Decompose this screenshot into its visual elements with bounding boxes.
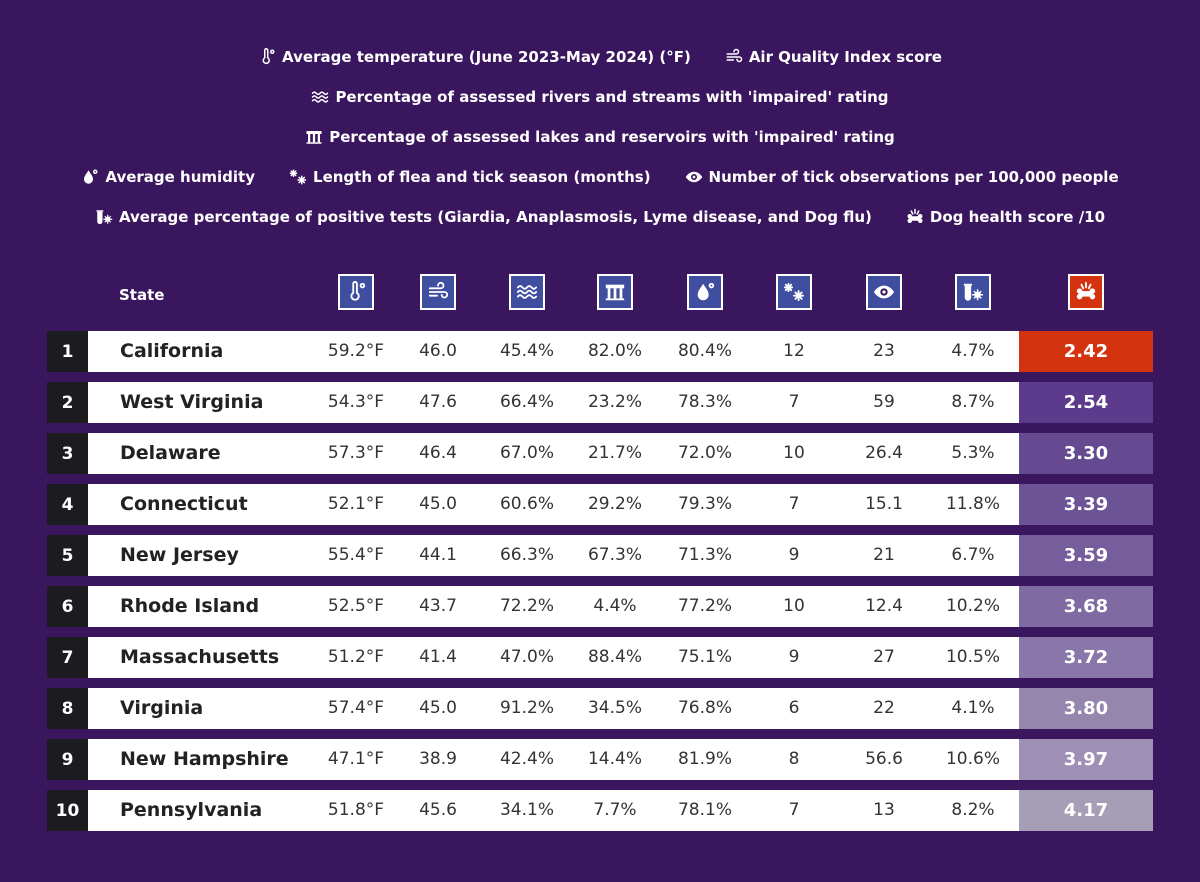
table-cell: 52.1°F [327,494,385,514]
dog-health-score: 3.59 [1019,535,1153,576]
wind-icon [427,281,449,303]
state-name: New Hampshire [120,748,289,770]
table-cell: 75.1% [677,647,732,667]
state-name: Virginia [120,697,204,719]
eye-column-header [866,274,902,310]
legend-line [0,45,1200,69]
table-cell: 88.4% [587,647,642,667]
table-cell: 10 [783,596,805,616]
table-cell: 4.7% [951,341,995,361]
table-cell: 55.4°F [327,545,385,565]
table-row [0,688,1200,729]
humidity-icon [694,281,716,303]
row-band [88,535,1019,576]
legend-item [305,128,895,146]
legend-line [0,85,1200,109]
test-tube-icon [95,208,113,226]
table-cell: 29.2% [587,494,642,514]
legend-label: Average percentage of positive tests (Giardia, Anaplasmosis, Lyme disease, and Dog flu) [118,208,872,226]
table-cell: 78.3% [677,392,732,412]
table-cell: 11.8% [945,494,1000,514]
state-column-header: State [119,286,165,304]
legend-line [0,165,1200,189]
waves-icon [311,88,329,106]
table-cell: 67.0% [499,443,554,463]
table-cell: 27 [873,647,895,667]
table-cell: 47.0% [499,647,554,667]
table-cell: 47.6 [419,392,457,412]
table-header [0,272,1200,318]
legend-item [311,88,888,106]
legend-label: Average humidity [105,168,256,186]
table-cell: 82.0% [587,341,642,361]
thermometer-icon [258,48,276,66]
legend-item [95,208,872,226]
test-tube-column-header [955,274,991,310]
table-row [0,433,1200,474]
table-cell: 43.7 [419,596,457,616]
table-cell: 7.7% [593,800,637,820]
rank-badge: 1 [47,331,88,372]
humidity-column-header [687,274,723,310]
table-cell: 72.0% [677,443,732,463]
table-cell: 72.2% [499,596,554,616]
table-cell: 21.7% [587,443,642,463]
table-cell: 51.2°F [327,647,385,667]
row-band [88,433,1019,474]
dog-health-score: 3.97 [1019,739,1153,780]
row-band [88,637,1019,678]
state-name: Rhode Island [120,595,260,617]
table-cell: 51.8°F [327,800,385,820]
table-cell: 56.6 [865,749,903,769]
table-row [0,382,1200,423]
legend-line [0,205,1200,229]
table-cell: 15.1 [865,494,903,514]
legend-item [725,48,942,66]
table-cell: 34.5% [587,698,642,718]
table-cell: 4.4% [593,596,637,616]
waves-column-header [509,274,545,310]
table-cell: 8.2% [951,800,995,820]
table-cell: 6.7% [951,545,995,565]
flea-icon [783,281,805,303]
thermometer-icon [345,281,367,303]
legend-label: Air Quality Index score [748,48,942,66]
table-cell: 44.1 [419,545,457,565]
state-name: Massachusetts [120,646,280,668]
legend-label: Percentage of assessed lakes and reservoirs with 'impaired' rating [329,128,895,146]
table-cell: 80.4% [677,341,732,361]
table-cell: 26.4 [865,443,903,463]
table-cell: 38.9 [419,749,457,769]
rank-badge: 6 [47,586,88,627]
table-cell: 91.2% [499,698,554,718]
table-cell: 66.4% [499,392,554,412]
table-cell: 71.3% [677,545,732,565]
table-cell: 47.1°F [327,749,385,769]
table-cell: 34.1% [499,800,554,820]
table-row [0,637,1200,678]
table-cell: 46.0 [419,341,457,361]
row-band [88,586,1019,627]
table-cell: 23 [873,341,895,361]
table-cell: 60.6% [499,494,554,514]
table-cell: 81.9% [677,749,732,769]
legend-item [258,48,691,66]
table-cell: 8.7% [951,392,995,412]
table-cell: 59 [873,392,895,412]
flea-column-header [776,274,812,310]
table-cell: 76.8% [677,698,732,718]
table-cell: 22 [873,698,895,718]
dog-health-score: 3.80 [1019,688,1153,729]
dam-icon [604,281,626,303]
table-cell: 7 [788,494,800,514]
table-cell: 5.3% [951,443,995,463]
score-column-header [1068,274,1104,310]
legend-item [906,208,1105,226]
table-cell: 79.3% [677,494,732,514]
table-cell: 78.1% [677,800,732,820]
state-name: Pennsylvania [120,799,263,821]
table-cell: 4.1% [951,698,995,718]
dog-bone-icon [1075,281,1097,303]
dog-health-score: 4.17 [1019,790,1153,831]
dog-health-score: 2.42 [1019,331,1153,372]
table-row [0,739,1200,780]
row-band [88,331,1019,372]
table-row [0,484,1200,525]
state-name: New Jersey [120,544,239,566]
table-cell: 23.2% [587,392,642,412]
rank-badge: 9 [47,739,88,780]
dog-health-score: 3.30 [1019,433,1153,474]
row-band [88,484,1019,525]
rank-badge: 5 [47,535,88,576]
table-cell: 45.0 [419,698,457,718]
row-band [88,739,1019,780]
table-cell: 9 [788,647,800,667]
dog-health-score: 3.68 [1019,586,1153,627]
dog-health-score: 3.72 [1019,637,1153,678]
table-cell: 41.4 [419,647,457,667]
state-name: Delaware [120,442,221,464]
state-name: West Virginia [120,391,264,413]
table-cell: 10.6% [945,749,1000,769]
table-cell: 6 [788,698,800,718]
rank-badge: 2 [47,382,88,423]
rank-badge: 10 [47,790,88,831]
table-cell: 45.6 [419,800,457,820]
legend-line [0,125,1200,149]
eye-icon [685,168,703,186]
row-band [88,382,1019,423]
legend-item [685,168,1119,186]
dog-health-score: 3.39 [1019,484,1153,525]
table-cell: 45.4% [499,341,554,361]
legend-item [81,168,255,186]
table-cell: 45.0 [419,494,457,514]
table-cell: 57.4°F [327,698,385,718]
legend-label: Percentage of assessed rivers and streams with 'impaired' rating [335,88,889,106]
table-cell: 12.4 [865,596,903,616]
table-cell: 21 [873,545,895,565]
table-cell: 52.5°F [327,596,385,616]
eye-icon [873,281,895,303]
dog-health-score: 2.54 [1019,382,1153,423]
wind-icon [725,48,743,66]
table-cell: 10.5% [945,647,1000,667]
row-band [88,790,1019,831]
humidity-icon [81,168,99,186]
table-cell: 77.2% [677,596,732,616]
table-cell: 12 [783,341,805,361]
wind-column-header [420,274,456,310]
table-cell: 10 [783,443,805,463]
legend-item [289,168,651,186]
table-cell: 59.2°F [327,341,385,361]
state-name: Connecticut [120,493,248,515]
rank-badge: 7 [47,637,88,678]
test-tube-icon [962,281,984,303]
table-cell: 66.3% [499,545,554,565]
table-cell: 7 [788,800,800,820]
state-name: California [120,340,224,362]
legend-label: Average temperature (June 2023-May 2024) (°F) [282,48,691,66]
legend-label: Length of flea and tick season (months) [313,168,651,186]
legend-label: Number of tick observations per 100,000 people [708,168,1119,186]
table-cell: 14.4% [587,749,642,769]
rank-badge: 4 [47,484,88,525]
table-cell: 7 [788,392,800,412]
table-cell: 54.3°F [327,392,385,412]
dog-bone-icon [906,208,924,226]
table-cell: 67.3% [587,545,642,565]
dam-column-header [597,274,633,310]
waves-icon [516,281,538,303]
rank-badge: 3 [47,433,88,474]
table-cell: 9 [788,545,800,565]
table-row [0,331,1200,372]
table-cell: 8 [788,749,800,769]
flea-icon [289,168,307,186]
table-row [0,535,1200,576]
rank-badge: 8 [47,688,88,729]
table-cell: 42.4% [499,749,554,769]
table-cell: 13 [873,800,895,820]
thermometer-column-header [338,274,374,310]
table-cell: 57.3°F [327,443,385,463]
table-row [0,586,1200,627]
dam-icon [305,128,323,146]
table-row [0,790,1200,831]
table-cell: 46.4 [419,443,457,463]
legend-label: Dog health score /10 [929,208,1106,226]
row-band [88,688,1019,729]
table-cell: 10.2% [945,596,1000,616]
